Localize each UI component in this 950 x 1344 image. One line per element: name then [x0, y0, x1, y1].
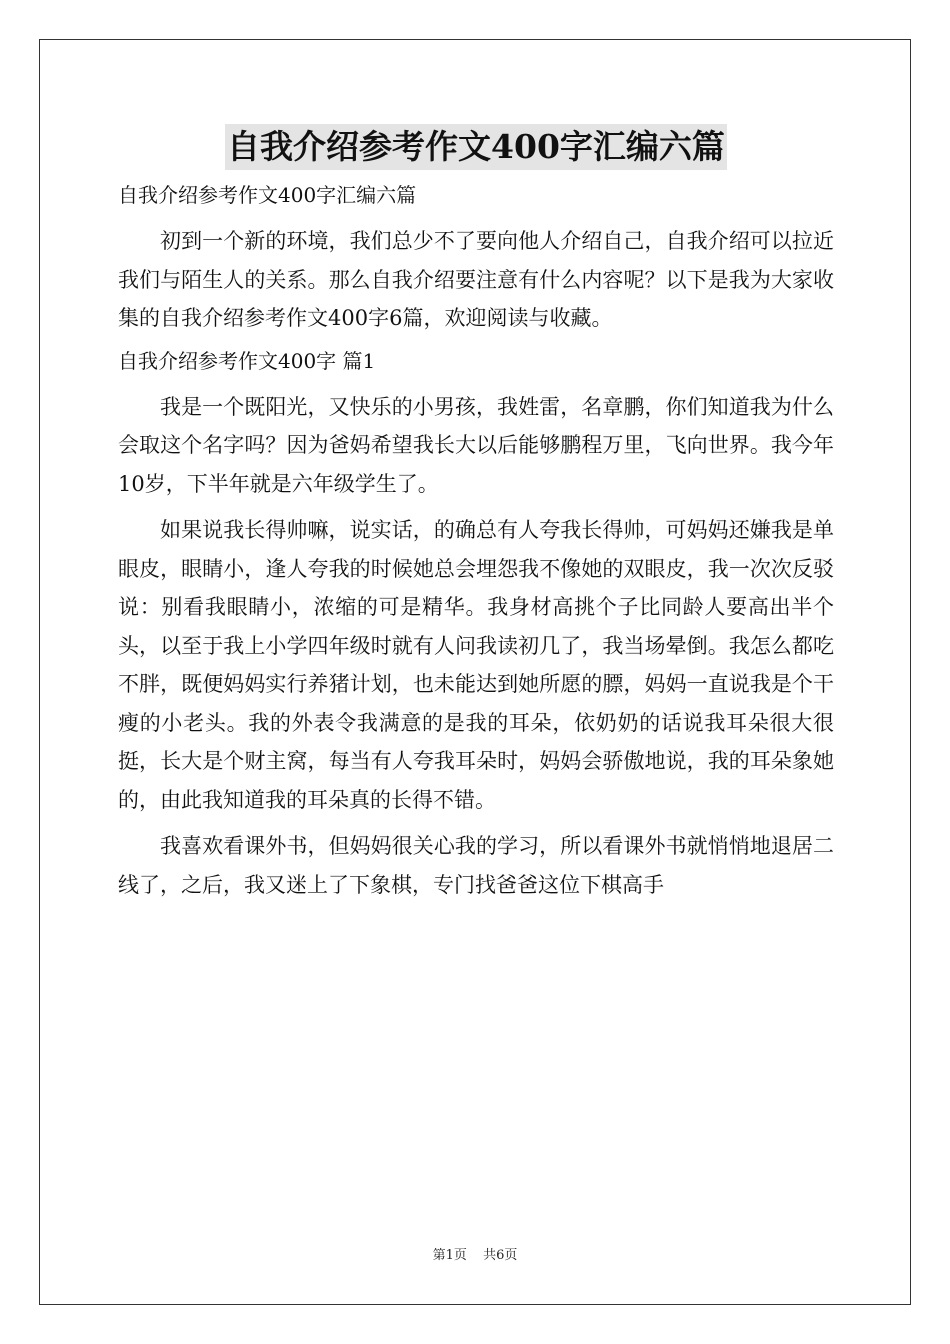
document-subtitle: 自我介绍参考作文400字汇编六篇 — [118, 183, 417, 207]
section-heading: 自我介绍参考作文400字 篇1 — [118, 348, 376, 373]
document-body — [118, 124, 834, 912]
body-paragraph: 我喜欢看课外书，但妈妈很关心我的学习，所以看课外书就悄悄地退居二线了，之后，我又迷上了下象棋，专门找爸爸这位下棋高手 — [118, 834, 834, 897]
title-wrapper — [118, 124, 834, 170]
body-paragraph: 我是一个既阳光，又快乐的小男孩，我姓雷，名章鹏，你们知道我为什么会取这个名字吗？因为爸妈希望我长大以后能够鹏程万里，飞向世界。我今年10岁，下半年就是六年级学生了。 — [118, 394, 834, 496]
document-title: 自我介绍参考作文400字汇编六篇 — [225, 124, 727, 170]
page-total: 共6页 — [483, 1248, 518, 1263]
page-footer — [0, 1247, 950, 1265]
page-number: 第1页 — [432, 1248, 467, 1263]
intro-paragraph: 初到一个新的环境，我们总少不了要向他人介绍自己，自我介绍可以拉近我们与陌生人的关系。那么自我介绍要注意有什么内容呢？以下是我为大家收集的自我介绍参考作文400字6篇，欢迎阅读与收藏。 — [118, 229, 834, 330]
body-paragraph: 如果说我长得帅嘛，说实话，的确总有人夸我长得帅，可妈妈还嫌我是单眼皮，眼睛小，逢人夸我的时候她总会埋怨我不像她的双眼皮，我一次次反驳说：别看我眼睛小，浓缩的可是精华。我身材高挑个子比同龄人要高出半个头，以至于我上小学四年级时就有人问我读初几了，我当场晕倒。我怎么都吃不胖，既便妈妈实行养猪计划，也未能达到她所愿的膘，妈妈一直说我是个干瘦的小老头。我的外表令我满意的是我的耳朵，依奶奶的话说我耳朵很大很挺，长大是个财主窝，每当有人夸我耳朵时，妈妈会骄傲地说，我的耳朵象她的，由此我知道我的耳朵真的长得不错。 — [118, 518, 834, 812]
